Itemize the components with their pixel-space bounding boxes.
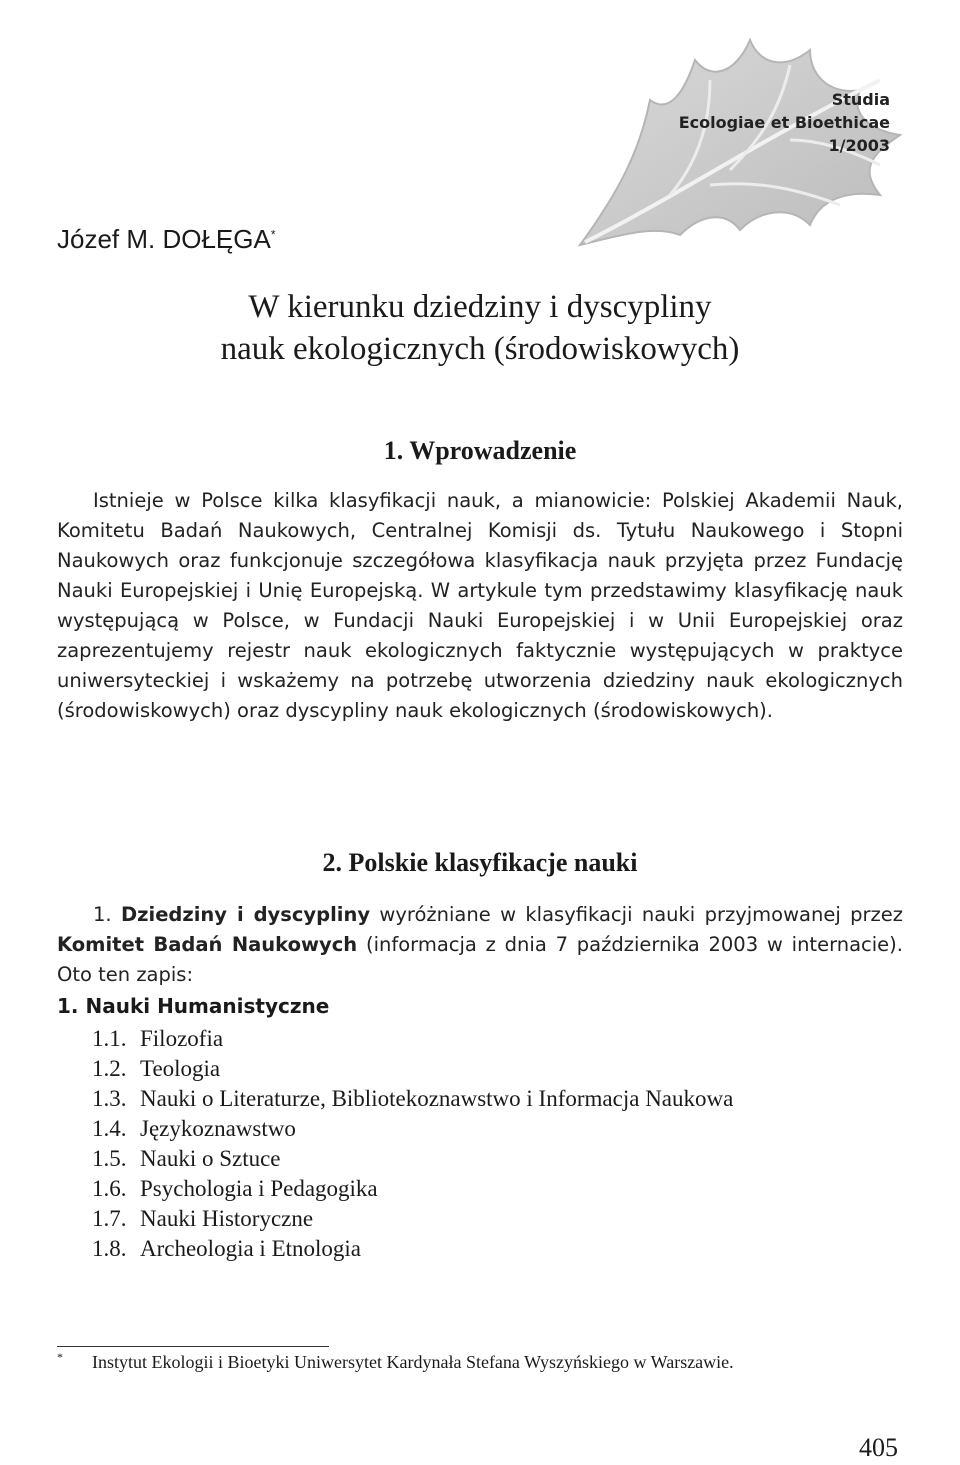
list-item: [92, 1084, 733, 1114]
paragraph-text-2: (informacja z dnia 7 października 2003 w internacie). Oto ten zapis:: [57, 933, 903, 986]
paragraph-number: 1.: [93, 903, 112, 926]
introduction-paragraph: Istnieje w Polsce kilka klasyfikacji nauk, a mianowicie: Polskiej Akademii Nauk, Komitetu Badań Naukowych, Centralnej Komisji ds. Tytułu Naukowego i Stopni Naukowych oraz funkcjonuje szczegółowa klasyfikacja nauk przyjęta przez Fundację Nauki Europejskiej i Unię Europejską. W artykule tym przedstawimy klasyfikację nauk występującą w Polsce, w Fundacji Nauki Europejskiej i w Unii Europejskiej oraz zaprezentujemy rejestr nauk ekologicznych faktycznie występujących w praktyce uniwersyteckiej i wskażemy na potrzebę utworzenia dziedziny nauk ekologicznych (środowiskowych) oraz dyscypliny nauk ekologicznych (środowiskowych).: [57, 489, 903, 722]
journal-issue: 1/2003: [828, 136, 890, 155]
bold-phrase-fields: Dziedziny i dyscypliny: [120, 903, 371, 926]
list-item-number: 1.2.: [92, 1056, 127, 1081]
list-item-label: Archeologia i Etnologia: [140, 1236, 361, 1261]
title-line-2: nauk ekologicznych (środowiskowych): [220, 331, 740, 367]
article-title: [57, 286, 903, 370]
list-item: [92, 1204, 733, 1234]
title-line-1: W kierunku dziedziny i dyscypliny: [248, 289, 712, 325]
list-item-label: Filozofia: [140, 1026, 224, 1051]
list-item-label: Psychologia i Pedagogika: [140, 1176, 378, 1201]
list-item-number: 1.6.: [92, 1176, 127, 1201]
paragraph-text-1: wyróżniane w klasyfikacji nauki przyjmowanej przez: [379, 903, 903, 926]
list-item-label: Językoznawstwo: [140, 1116, 296, 1141]
list-item-number: 1.4.: [92, 1116, 127, 1141]
list-item-label: Nauki Historyczne: [140, 1206, 314, 1231]
list-item-number: 1.3.: [92, 1086, 127, 1111]
page-number: 405: [859, 1433, 898, 1462]
section-heading-introduction: 1. Wprowadzenie: [383, 436, 577, 465]
list-item: [92, 1174, 733, 1204]
bold-phrase-committee: Komitet Badań Naukowych: [57, 933, 358, 956]
section-heading-polish-classifications: 2. Polskie klasyfikacje nauki: [322, 848, 638, 877]
footnote-divider: [57, 1346, 329, 1347]
list-item: [92, 1234, 733, 1264]
list-item-label: Nauki o Sztuce: [140, 1146, 281, 1171]
list-item-label: Nauki o Literaturze, Bibliotekoznawstwo i Informacja Naukowa: [140, 1086, 734, 1111]
list-item: [92, 1114, 733, 1144]
author-name: [57, 224, 276, 255]
list-item-number: 1.5.: [92, 1146, 127, 1171]
list-item: [92, 1024, 733, 1054]
footnote-mark: *: [57, 1350, 63, 1364]
list-item: [92, 1054, 733, 1084]
author-name-text: Józef M. DOŁĘGA: [57, 224, 271, 254]
list-heading: 1. Nauki Humanistyczne: [57, 994, 330, 1018]
list-item-number: 1.7.: [92, 1206, 127, 1231]
list-item-number: 1.1.: [92, 1026, 127, 1051]
journal-line-1: Studia: [831, 90, 890, 109]
journal-line-2: Ecologiae et Bioethicae: [678, 113, 890, 132]
footnote-text: Instytut Ekologii i Bioetyki Uniwersytet Kardynała Stefana Wyszyńskiego w Warszawie.: [92, 1352, 734, 1372]
list-item: [92, 1144, 733, 1174]
author-footnote-mark: *: [270, 227, 276, 242]
list-item-number: 1.8.: [92, 1236, 127, 1261]
discipline-list: [92, 1024, 733, 1264]
journal-name: [679, 88, 890, 157]
classification-paragraph: [57, 900, 903, 990]
list-item-label: Teologia: [140, 1056, 221, 1081]
